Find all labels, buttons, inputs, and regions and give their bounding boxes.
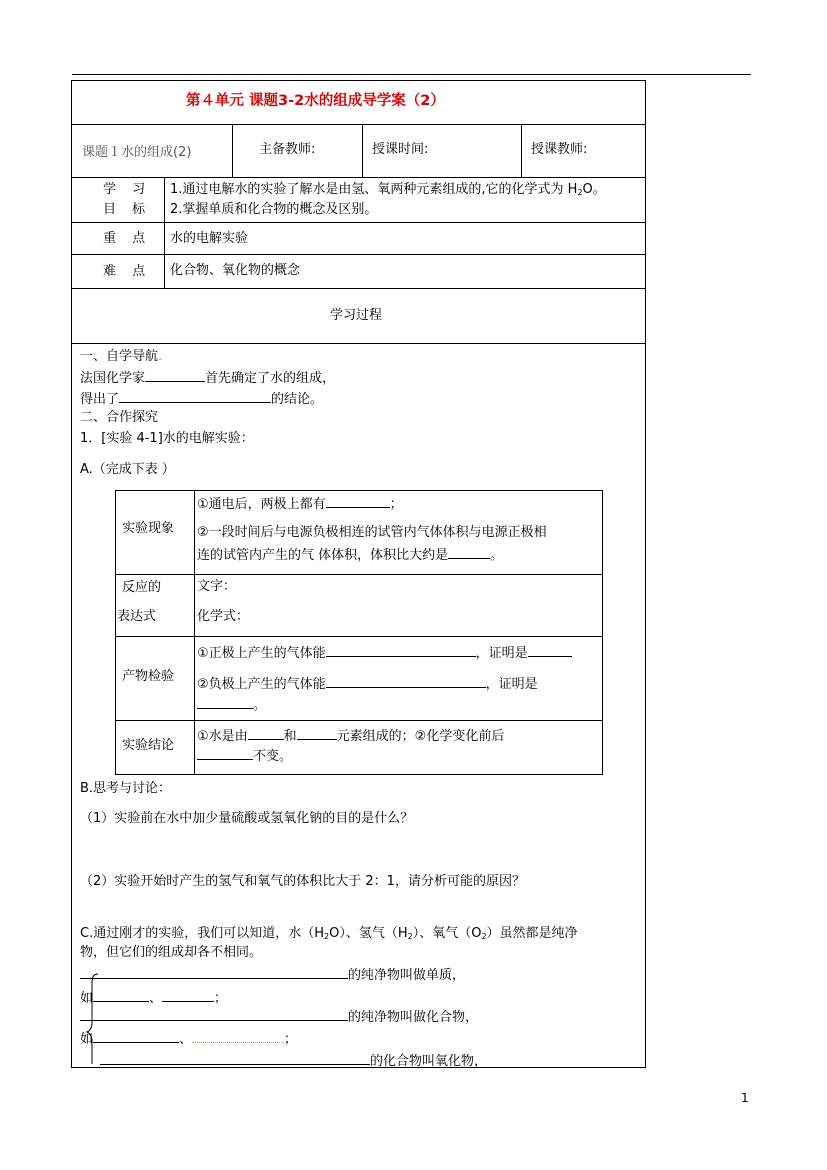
difficulty-value: 化合物、氧化物的概念 <box>170 263 301 278</box>
blank-field[interactable] <box>192 1030 284 1043</box>
blank-field[interactable] <box>93 1030 179 1043</box>
definition-compound: 的纯净物叫做化合物， <box>80 1008 478 1026</box>
table-cell: 。 <box>197 696 266 714</box>
blank-field[interactable] <box>145 369 205 382</box>
table-label-expression-2: 表达式 <box>117 609 157 624</box>
blank-field[interactable] <box>119 390 271 403</box>
col-divider <box>232 124 233 177</box>
table-rule <box>194 490 195 775</box>
blank-field[interactable] <box>100 1052 370 1065</box>
page-number: 1 <box>741 1091 749 1105</box>
part-a-heading: A.（完成下表 ） <box>80 462 175 477</box>
blank-field[interactable] <box>448 546 490 559</box>
blank-field[interactable] <box>297 727 337 740</box>
row-divider <box>71 222 646 223</box>
question-2: （2）实验开始时产生的氢气和氧气的体积比大于 2：1，请分析可能的原因？ <box>80 874 525 889</box>
blank-field[interactable] <box>326 644 476 657</box>
blank-field[interactable] <box>197 747 253 760</box>
col-divider <box>362 124 363 177</box>
table-cell: ②一段时间后与电源负极相连的试管内气体体积与电源正极相 <box>197 525 547 540</box>
blank-field[interactable] <box>326 495 390 508</box>
definition-oxide: 的化合物叫氧化物， <box>100 1052 487 1070</box>
table-cell: 不变。 <box>197 747 292 765</box>
table-cell: ①通电后，两极上都有 ； <box>197 497 403 512</box>
example-element: 如 、 ； <box>80 991 228 1006</box>
key-point-label: 重 点 <box>103 231 152 246</box>
objective-1: 1.通过电解水的实验了解水是由氢、氧两种元素组成的,它的化学式为 $H_2O$。 <box>170 182 606 197</box>
definition-element: 的纯净物叫做单质， <box>80 966 465 984</box>
frame-right <box>645 80 646 1068</box>
frame-left <box>71 80 72 1068</box>
key-point-value: 水的电解实验 <box>170 231 249 246</box>
difficulty-label: 难 点 <box>103 264 152 279</box>
lesson-time-label: 授课时间: <box>372 142 429 157</box>
table-rule <box>115 720 603 721</box>
part-c-line2: 物，但它们的组成却各不相同。 <box>80 945 263 960</box>
objectives-label-2: 目 标 <box>103 202 152 217</box>
row-divider <box>71 254 646 255</box>
table-cell: ①水是由 和 元素组成的；②化学变化前后 <box>197 729 505 744</box>
question-1: （1）实验前在水中加少量硫酸或氢氧化钠的目的是什么？ <box>80 811 414 826</box>
blank-field[interactable] <box>326 675 486 688</box>
table-rule <box>115 490 603 491</box>
table-rule <box>115 490 116 775</box>
part-b-heading: B.思考与讨论： <box>80 781 172 796</box>
table-rule <box>115 636 603 637</box>
blank-field[interactable] <box>197 696 253 709</box>
table-cell: ①正极上产生的气体能 ，证明是 <box>197 644 572 662</box>
experiment-title: 1．[实验 4-1]水的电解实验： <box>80 431 254 446</box>
row-divider <box>71 343 646 344</box>
example-compound: 如 、 ； <box>80 1032 298 1047</box>
row-divider <box>71 124 646 125</box>
blank-field[interactable] <box>80 1008 348 1021</box>
objectives-label-1: 学 习 <box>103 182 152 197</box>
table-label-phenomenon: 实验现象 <box>122 521 175 536</box>
lesson-name: 课题１水的组成(2) <box>82 145 192 160</box>
table-cell: ②负极上产生的气体能 ，证明是 <box>197 677 538 692</box>
table-cell: 文字： <box>197 579 237 594</box>
col-divider <box>521 124 522 177</box>
part-c-line1: C.通过刚才的实验，我们可以知道，水$(H_2O)$、氢气$(H_2)$、氧气$(O_2)$虽然都是纯净 <box>80 926 578 941</box>
section1-line2: 得出了 的结论。 <box>80 392 324 407</box>
section1-line1: 法国化学家 首先确定了水的组成， <box>80 371 336 386</box>
blank-field[interactable] <box>248 727 284 740</box>
row-divider <box>71 288 646 289</box>
table-rule <box>115 774 603 775</box>
section2-heading: 二、合作探究 <box>80 410 159 425</box>
table-rule <box>115 574 603 575</box>
table-cell: 连的试管内产生的气 体体积，体积比大约是 。 <box>197 548 504 563</box>
table-label-conclusion: 实验结论 <box>122 738 175 753</box>
table-cell: 化学式： <box>197 609 250 624</box>
page-title: 第４单元 课题3-2水的组成导学案（2） <box>186 93 445 109</box>
objective-2: 2.掌握单质和化合物的概念及区别。 <box>170 202 378 217</box>
process-heading: 学习过程 <box>330 308 383 323</box>
frame-top <box>71 80 646 81</box>
blank-field[interactable] <box>93 989 149 1002</box>
table-label-product-test: 产物检验 <box>122 669 175 684</box>
blank-field[interactable] <box>528 644 572 657</box>
col-divider <box>164 177 165 288</box>
table-rule <box>602 490 603 775</box>
header-rule <box>72 74 751 75</box>
teacher-label: 授课教师: <box>531 142 588 157</box>
blank-field[interactable] <box>80 966 348 979</box>
table-label-expression-1: 反应的 <box>122 580 162 595</box>
blank-field[interactable] <box>162 989 214 1002</box>
lead-teacher-label: 主备教师: <box>259 142 316 157</box>
section1-heading: 一、自学导航. <box>80 349 163 364</box>
row-divider <box>71 177 646 178</box>
